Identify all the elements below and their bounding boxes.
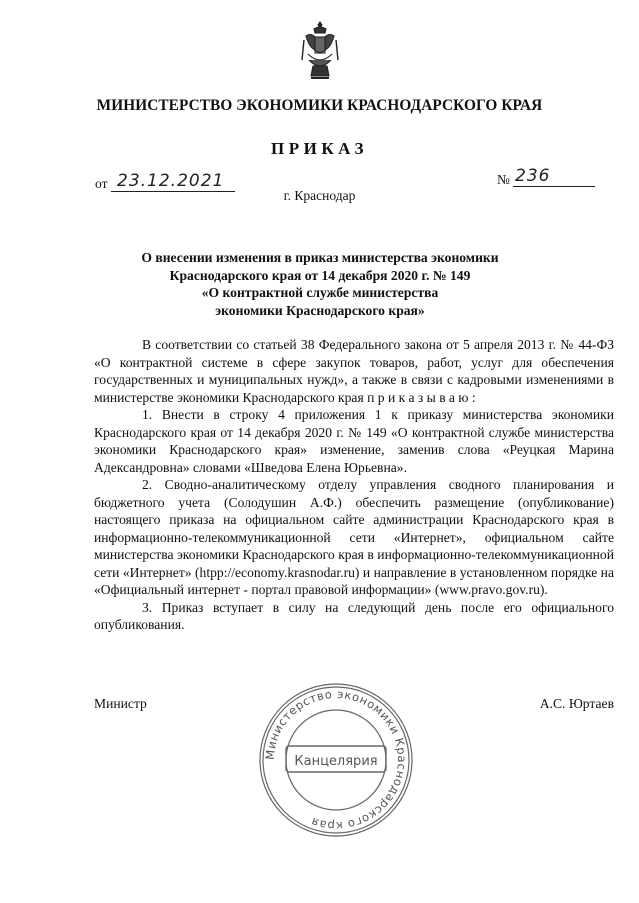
preamble-text: В соответствии со статьей 38 Федерального закона от 5 апреля 2013 г. № 44-ФЗ «О контрактной системе в сфере закупок товаров, работ, услуг для обеспечения государственных и муниципальных нужд», а также в связи с кадровыми изменениями в министерстве экономики Краснодарского края	[94, 337, 614, 405]
order-body	[94, 336, 614, 634]
number-prefix: №	[497, 172, 510, 187]
orders-word: приказываю:	[367, 389, 480, 405]
order-subject	[120, 249, 520, 319]
coat-of-arms-icon	[301, 20, 339, 82]
order-item: 3. Приказ вступает в силу на следующий день после его официального опубликования.	[94, 599, 614, 632]
order-item: 2. Сводно-аналитическому отделу управления сводного планирования и бюджетного учета (Солодушин А.Ф.) обеспечить размещение (опубликование) настоящего приказа на официальном сайте администрации Краснодарского края в информационно-телекоммуникационной сети «Интернет», официальном сайте министерства экономики Краснодарского края в информационно-телекоммуникационной сети «Интернет» (htpp://economy.krasnodar.ru) и направление в установленном порядке на «Официальный интернет - портал правовой информации» (www.pravo.gov.ru).	[94, 477, 614, 597]
subject-line: экономики Краснодарского края»	[215, 302, 425, 318]
signatory-position: Министр	[94, 696, 147, 711]
order-number	[497, 167, 595, 189]
city: г. Краснодар	[283, 188, 356, 203]
number-handwritten: 236	[515, 166, 551, 186]
subject-line: Краснодарского края от 14 декабря 2020 г. № 149	[169, 267, 471, 283]
number-underline	[513, 186, 595, 187]
office-stamp	[256, 680, 416, 840]
subject-line: О внесении изменения в приказ министерства экономики	[141, 250, 499, 265]
preamble-paragraph	[94, 336, 614, 406]
order-item: 1. Внести в строку 4 приложения 1 к приказу министерства экономики Краснодарского края от 14 декабря 2020 г. № 149 «О контрактной службе министерства экономики Краснодарского края» изменение, заменив слова «Реуцкая Марина Адександровна» словами «Шведова Елена Юрьевна».	[94, 407, 614, 475]
signatory-name: А.С. Юртаев	[539, 696, 614, 711]
date-handwritten: 23.12.2021	[117, 171, 225, 191]
stamp-center-text: Канцелярия	[294, 754, 378, 769]
subject-line: «О контрактной службе министерства	[201, 285, 439, 300]
date-prefix: от	[95, 176, 108, 191]
ministry-name: МИНИСТЕРСТВО ЭКОНОМИКИ КРАСНОДАРСКОГО КРАЯ	[96, 97, 543, 114]
stamp-ring-path: Министерство экономики Краснодарского края	[262, 686, 410, 834]
document-title: ПРИКАЗ	[271, 139, 368, 158]
